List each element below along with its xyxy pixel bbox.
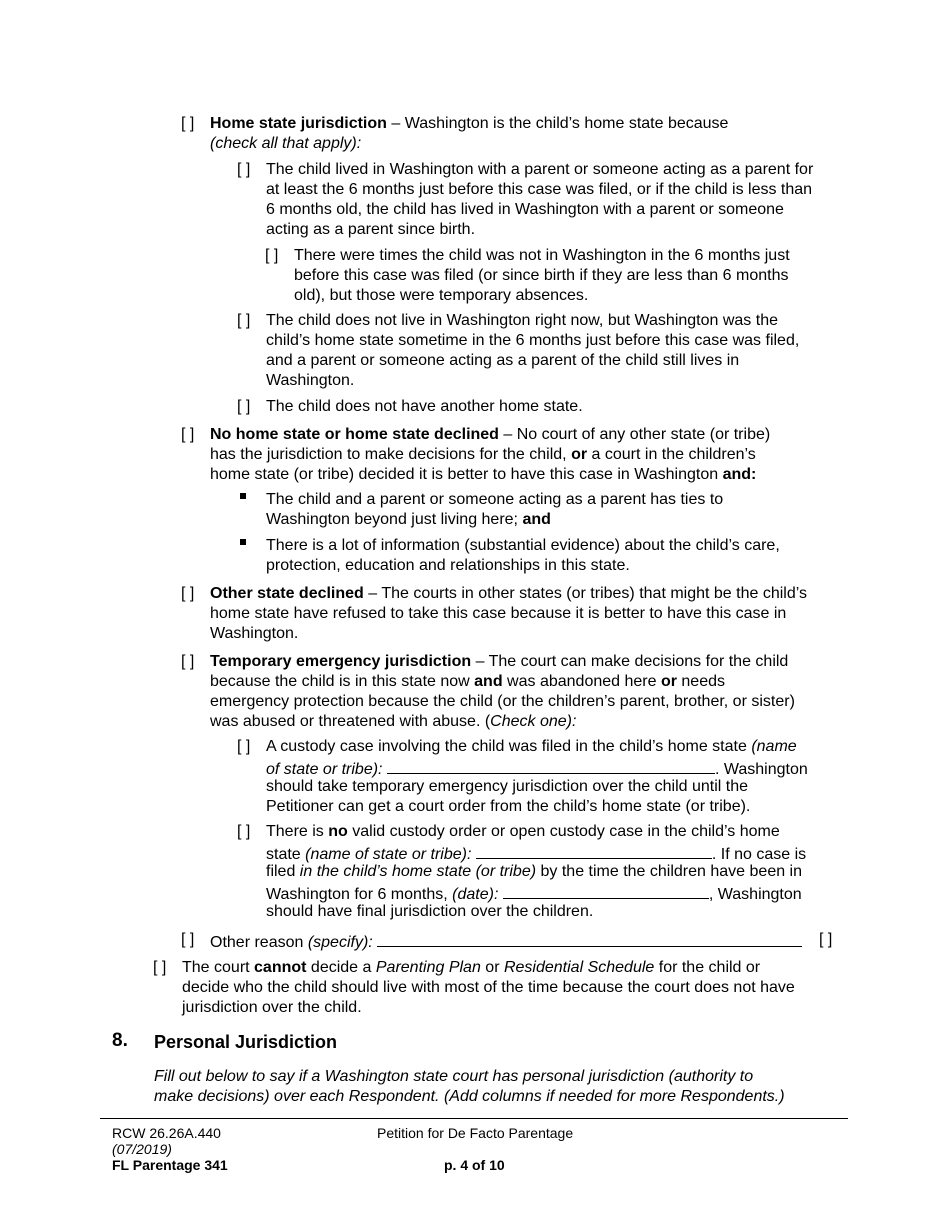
home-state-opt1-sub-checkbox[interactable]: [ ] — [265, 247, 279, 264]
temp-emergency-l3: emergency protection because the child (or the children’s parent, brother, or sister) — [210, 693, 795, 710]
other-reason-line: Other reason (specify): — [210, 930, 802, 953]
home-state-title: Home state jurisdiction — [210, 115, 387, 132]
home-state-opt1-l3: 6 months old, the child has lived in Washington with a parent or someone — [266, 201, 784, 218]
other-state-title: Other state declined — [210, 585, 364, 602]
no-home-state-title: No home state or home state declined — [210, 426, 499, 443]
section-number: 8. — [112, 1030, 128, 1051]
no-home-state-checkbox[interactable]: [ ] — [181, 426, 195, 443]
home-state-opt2-checkbox[interactable]: [ ] — [237, 312, 251, 329]
no-home-state-bullet1-l1: The child and a parent or someone acting as a parent has ties to — [266, 491, 724, 508]
home-state-opt1-checkbox[interactable]: [ ] — [237, 161, 251, 178]
home-state-opt1-sub-l3: old), but those were temporary absences. — [294, 287, 589, 304]
home-state-opt1-l2: at least the 6 months just before this case was filed, or if the child is less than — [266, 181, 813, 198]
other-state-checkbox[interactable]: [ ] — [181, 585, 195, 602]
home-state-opt2-l3: and a parent or someone acting as a parent of the child still lives in — [266, 352, 740, 369]
section-title: Personal Jurisdiction — [154, 1032, 338, 1052]
no-home-state-l1: No home state or home state declined – No court of any other state (or tribe) — [210, 426, 771, 443]
other-reason-checkbox[interactable]: [ ] — [181, 931, 195, 948]
other-state-l2: home state have refused to take this case because it is better to have this case in — [210, 605, 787, 622]
temp-emergency-optA-l4: Petitioner can get a court order from the child’s home state (or tribe). — [266, 798, 751, 815]
temp-emergency-optA-checkbox[interactable]: [ ] — [237, 738, 251, 755]
other-state-l1: Other state declined – The courts in other states (or tribes) that might be the child’s — [210, 585, 808, 602]
date-field[interactable] — [503, 882, 709, 899]
no-home-state-l2: has the jurisdiction to make decisions for the child, or a court in the children’s — [210, 446, 756, 463]
home-state-checkbox[interactable]: [ ] — [181, 115, 195, 132]
footer-date: (07/2019) — [112, 1141, 172, 1157]
other-state-l3: Washington. — [210, 625, 299, 642]
home-state-note: (check all that apply): — [210, 135, 362, 152]
footer-rcw: RCW 26.26A.440 — [112, 1125, 221, 1141]
no-home-state-l3: home state (or tribe) decided it is better to have this case in Washington and: — [210, 466, 757, 483]
home-state-opt1-sub-l1: There were times the child was not in Washington in the 6 months just — [294, 247, 790, 264]
home-state-name-field[interactable] — [387, 757, 715, 774]
no-home-state-bullet2-l2: protection, education and relationships in this state. — [266, 557, 630, 574]
home-state-opt2-l4: Washington. — [266, 372, 355, 389]
other-reason-end-checkbox[interactable]: [ ] — [819, 931, 833, 948]
footer-page-number: p. 4 of 10 — [444, 1157, 505, 1173]
footer-title: Petition for De Facto Parentage — [377, 1125, 574, 1141]
temp-emergency-title: Temporary emergency jurisdiction — [210, 653, 472, 670]
home-state-opt3-checkbox[interactable]: [ ] — [237, 398, 251, 415]
temp-emergency-l4: was abused or threatened with abuse. (Check one): — [210, 713, 577, 730]
home-state-name-field-2[interactable] — [476, 842, 712, 859]
home-state-opt1-sub-l2: before this case was filed (or since birth if they are less than 6 months — [294, 267, 789, 284]
cannot-l3: jurisdiction over the child. — [182, 999, 362, 1016]
temp-emergency-l1: Temporary emergency jurisdiction – The court can make decisions for the child — [210, 653, 789, 670]
temp-emergency-optB-checkbox[interactable]: [ ] — [237, 823, 251, 840]
temp-emergency-optB-l2: state (name of state or tribe): . If no case is — [266, 842, 806, 865]
no-home-state-bullet2-l1: There is a lot of information (substantial evidence) about the child’s care, — [266, 537, 780, 554]
temp-emergency-optB-l3: filed in the child’s home state (or tribe) by the time the children have been in — [266, 863, 803, 880]
footer-form-number: FL Parentage 341 — [112, 1157, 228, 1173]
temp-emergency-l2: because the child is in this state now and was abandoned here or needs — [210, 673, 725, 690]
cannot-l1: The court cannot decide a Parenting Plan or Residential Schedule for the child or — [182, 959, 761, 976]
temp-emergency-optA-l2: of state or tribe): . Washington — [266, 757, 808, 780]
home-state-opt1-l1: The child lived in Washington with a parent or someone acting as a parent for — [266, 161, 814, 178]
other-reason-field[interactable] — [377, 930, 802, 947]
temp-emergency-optB-l1: There is no valid custody order or open custody case in the child’s home — [266, 823, 780, 840]
section-instructions-l2: make decisions) over each Respondent. (Add columns if needed for more Respondents.) — [154, 1088, 785, 1105]
section-instructions-l1: Fill out below to say if a Washington state court has personal jurisdiction (authority to — [154, 1068, 754, 1085]
home-state-opt1-l4: acting as a parent since birth. — [266, 221, 476, 238]
cannot-l2: decide who the child should live with most of the time because the court does not have — [182, 979, 795, 996]
home-state-line1: Home state jurisdiction – Washington is the child’s home state because — [210, 115, 729, 132]
temp-emergency-optA-l1: A custody case involving the child was filed in the child’s home state (name — [266, 738, 797, 755]
bullet-marker — [240, 539, 246, 545]
no-home-state-bullet1-l2: Washington beyond just living here; and — [266, 511, 551, 528]
home-state-opt2-l1: The child does not live in Washington right now, but Washington was the — [266, 312, 778, 329]
footer-divider — [100, 1118, 848, 1119]
home-state-opt3-text: The child does not have another home state. — [266, 398, 583, 415]
bullet-marker — [240, 493, 246, 499]
temp-emergency-checkbox[interactable]: [ ] — [181, 653, 195, 670]
temp-emergency-optB-l5: should have final jurisdiction over the children. — [266, 903, 594, 920]
temp-emergency-optB-l4: Washington for 6 months, (date): , Washington — [266, 882, 802, 905]
cannot-checkbox[interactable]: [ ] — [153, 959, 167, 976]
temp-emergency-optA-l3: should take temporary emergency jurisdiction over the child until the — [266, 778, 749, 795]
home-state-opt2-l2: child’s home state sometime in the 6 months just before this case was filed, — [266, 332, 800, 349]
